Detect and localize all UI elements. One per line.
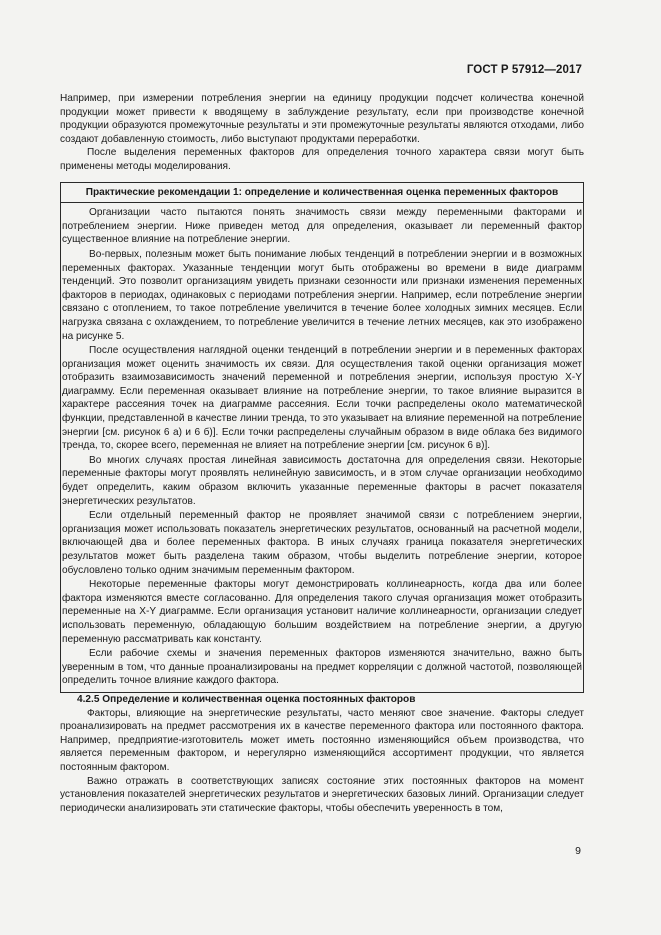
box-paragraph-4: Во многих случаях простая линейная зависимость достаточна для определения связи. Некоторые переменные факторы могут проявлять нелинейную зависимость, и в этом случае организации необходимо будет определить, каким образом включить указанные переменные факторы в расчет показателя энергетических результатов. [62, 454, 582, 507]
box-paragraph-6: Некоторые переменные факторы могут демонстрировать коллинеарность, когда два или более фактора изменяются вместе согласованно. Для определения такого случая организация может отобразить переменные на X-Y диаграмме. Если организация установит наличие коллинеарности, организации следует использовать переменную, обладающую большим воздействием на потребление энергии, а другую переменную рассматривать как константу. [62, 579, 582, 645]
intro-paragraph-2: После выделения переменных факторов для определения точного характера связи могут быть применены методы моделирования. [60, 147, 584, 172]
box-paragraph-2: Во-первых, полезным может быть понимание любых тенденций в потреблении энергии и в возможных переменных факторах. Указанные тенденции могут быть отображены во времени в виде диаграмм тенденций. Это позволит организациям увидеть признаки сезонности или признаки изменения переменных факторов в периодах, одинаковых с периодами потребления энергии. Например, если потребление энергии связано с отоплением, то такое потребление увеличится в течение более холодных зимних месяцев. Если нагрузка связана с охлаждением, то потребление увеличится в течение летних месяцев, как это изображено на рисунке 5. [62, 248, 582, 342]
recommendations-box-body [61, 203, 583, 692]
intro-paragraph-1: Например, при измерении потребления энергии на единицу продукции подсчет количества конечной продукции может привести к вводящему в заблуждение результату, если при производстве конечной продукции образуются промежуточные результаты и эти промежуточные результаты являются отходами, либо создают добавленную стоимость, либо выступают продуктами переработки. [60, 93, 584, 145]
recommendations-box [60, 182, 584, 693]
box-paragraph-3: После осуществления наглядной оценки тенденций в потреблении энергии и в переменных факторах организация может оценить значимость их связи. Для осуществления такой оценки организация может отобразить взаимозависимость значений переменной и потребления энергии, используя простую X-Y диаграмму. Если переменная оказывает влияние на потребление энергии, то такое влияние выразится в характере рассеяния точек на диаграмме рассеяния. Если точки распределены около математической функции, представленной в качестве линии тренда, то это указывает на влияние переменной на потребление энергии [см. рисунок 6 а) и 6 б)]. Если точки распределены случайным образом в виде облака без видимого тренда, то, скорее всего, переменная не влияет на потребление энергии [см. рисунок 6 в)]. [62, 345, 582, 452]
standard-header: ГОСТ Р 57912—2017 [466, 64, 582, 76]
box-paragraph-1: Организации часто пытаются понять значимость связи между переменными факторами и потреблением энергии. Ниже приведен метод для определения, оказывает ли переменный фактор существенное влияние на потребление энергии. [62, 207, 582, 246]
section-heading: 4.2.5 Определение и количественная оценка постоянных факторов [77, 693, 416, 705]
page-content [60, 92, 584, 815]
page-number: 9 [575, 845, 581, 857]
recommendations-box-title: Практические рекомендации 1: определение и количественная оценка переменных факторов [61, 183, 583, 204]
section-paragraph-2: Важно отражать в соответствующих записях состояние этих постоянных факторов на момент установления показателей энергетических результатов и энергетических базовых линий. Организации следует периодически анализировать эти статические факторы, чтобы обеспечить уверенность в том, [60, 775, 584, 814]
box-paragraph-5: Если отдельный переменный фактор не проявляет значимой связи с потреблением энергии, организация может использовать показатель энергетических результатов, основанный на расчетной модели, включающей два и более переменных фактора. В иных случаях граница показателя энергетических результатов может быть разделена таким образом, чтобы выделить потребление энергии, которое обусловлено только одним значимым переменным фактором. [62, 510, 582, 576]
section-paragraph-1: Факторы, влияющие на энергетические результаты, часто меняют свое значение. Факторы следует проанализировать на предмет рассмотрения их в качестве переменного фактора или постоянного фактора. Например, предприятие-изготовитель может иметь постоянно изменяющийся объем производства, что является переменным фактором, и нерегулярно изменяющийся ассортимент продукции, что является постоянным фактором. [60, 707, 584, 773]
box-paragraph-7: Если рабочие схемы и значения переменных факторов изменяются значительно, важно быть уверенным в том, что данные проанализированы на предмет корреляции с должной частотой, позволяющей определить точное влияние каждого фактора. [62, 648, 582, 687]
